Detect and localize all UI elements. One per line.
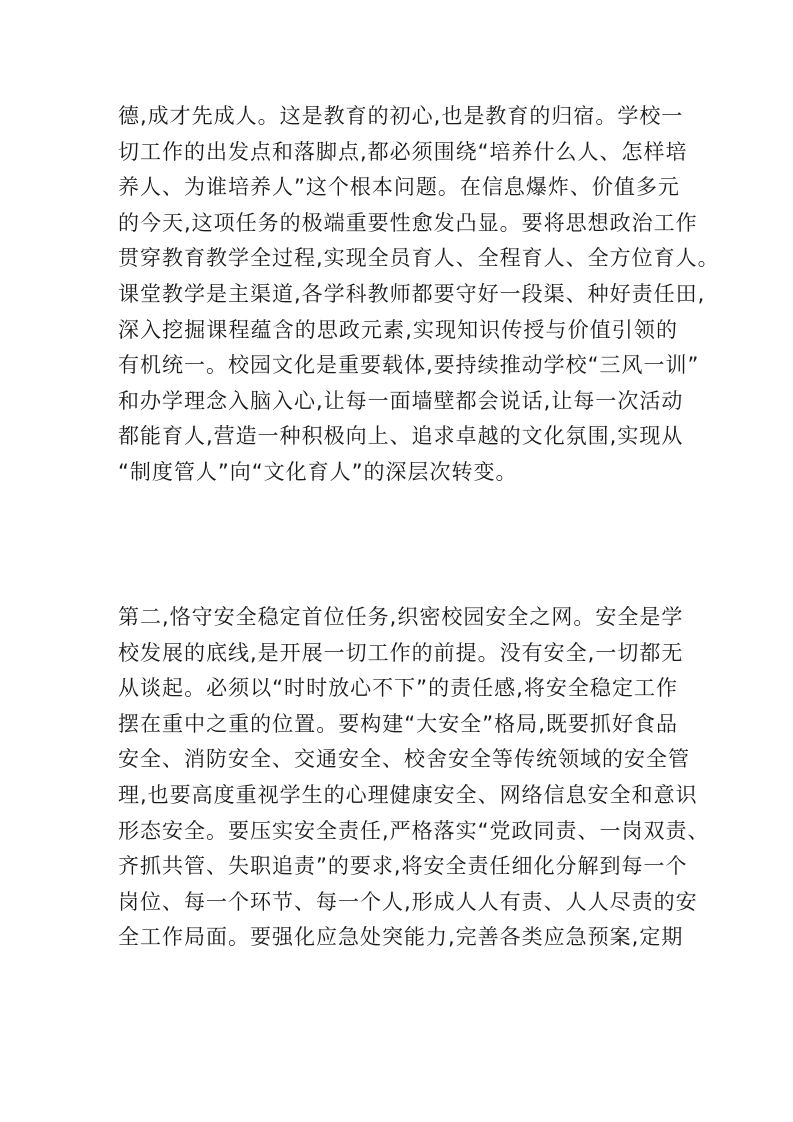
paragraph-line: 和办学理念入脑入心,让每一面墙壁都会说话,让每一次活动	[118, 388, 684, 413]
paragraph-line: 理,也要高度重视学生的心理健康安全、网络信息安全和意识	[118, 782, 698, 807]
paragraph-line: 校发展的底线,是开展一切工作的前提。没有安全,一切都无	[118, 640, 684, 665]
paragraph-line: 贯穿教育教学全过程,实现全员育人、全程育人、全方位育人。	[118, 246, 720, 271]
paragraph-line: 安全、消防安全、交通安全、校舍安全等传统领域的安全管	[118, 747, 690, 772]
paragraph-line: 从谈起。必须以“时时放心不下”的责任感,将安全稳定工作	[118, 676, 678, 701]
paragraph-line: 全工作局面。要强化应急处突能力,完善各类应急预案,定期	[118, 925, 684, 950]
paragraph-line: 齐抓共管、失职追责”的要求,将安全责任细化分解到每一个	[118, 854, 688, 879]
paragraph-line: 养人、为谁培养人”这个根本问题。在信息爆炸、价值多元	[118, 175, 680, 200]
paragraph-line: 形态安全。要压实安全责任,严格落实“党政同责、一岗双责、	[118, 818, 710, 843]
paragraph-line: “制度管人”向“文化育人”的深层次转变。	[118, 459, 518, 484]
paragraph-2	[118, 600, 710, 956]
paragraph-line: 有机统一。校园文化是重要载体,要持续推动学校“三风一训”	[118, 353, 700, 378]
paragraph-line: 都能育人,营造一种积极向上、追求卓越的文化氛围,实现从	[118, 424, 684, 449]
paragraph-line: 的今天,这项任务的极端重要性愈发凸显。要将思想政治工作	[118, 210, 698, 235]
paragraph-line: 切工作的出发点和落脚点,都必须围绕“培养什么人、怎样培	[118, 139, 688, 164]
paragraph-line: 岗位、每一个环节、每一个人,形成人人有责、人人尽责的安	[118, 889, 698, 914]
paragraph-line: 摆在重中之重的位置。要构建“大安全”格局,既要抓好食品	[118, 711, 678, 736]
paragraph-line: 课堂教学是主渠道,各学科教师都要守好一段渠、种好责任田,	[118, 281, 706, 306]
paragraph-1	[118, 99, 720, 491]
paragraph-line: 深入挖掘课程蕴含的思政元素,实现知识传授与价值引领的	[118, 317, 678, 342]
paragraph-line: 德,成才先成人。这是教育的初心,也是教育的归宿。学校一	[118, 104, 684, 128]
paragraph-line: 第二,恪守安全稳定首位任务,织密校园安全之网。安全是学	[118, 605, 684, 629]
